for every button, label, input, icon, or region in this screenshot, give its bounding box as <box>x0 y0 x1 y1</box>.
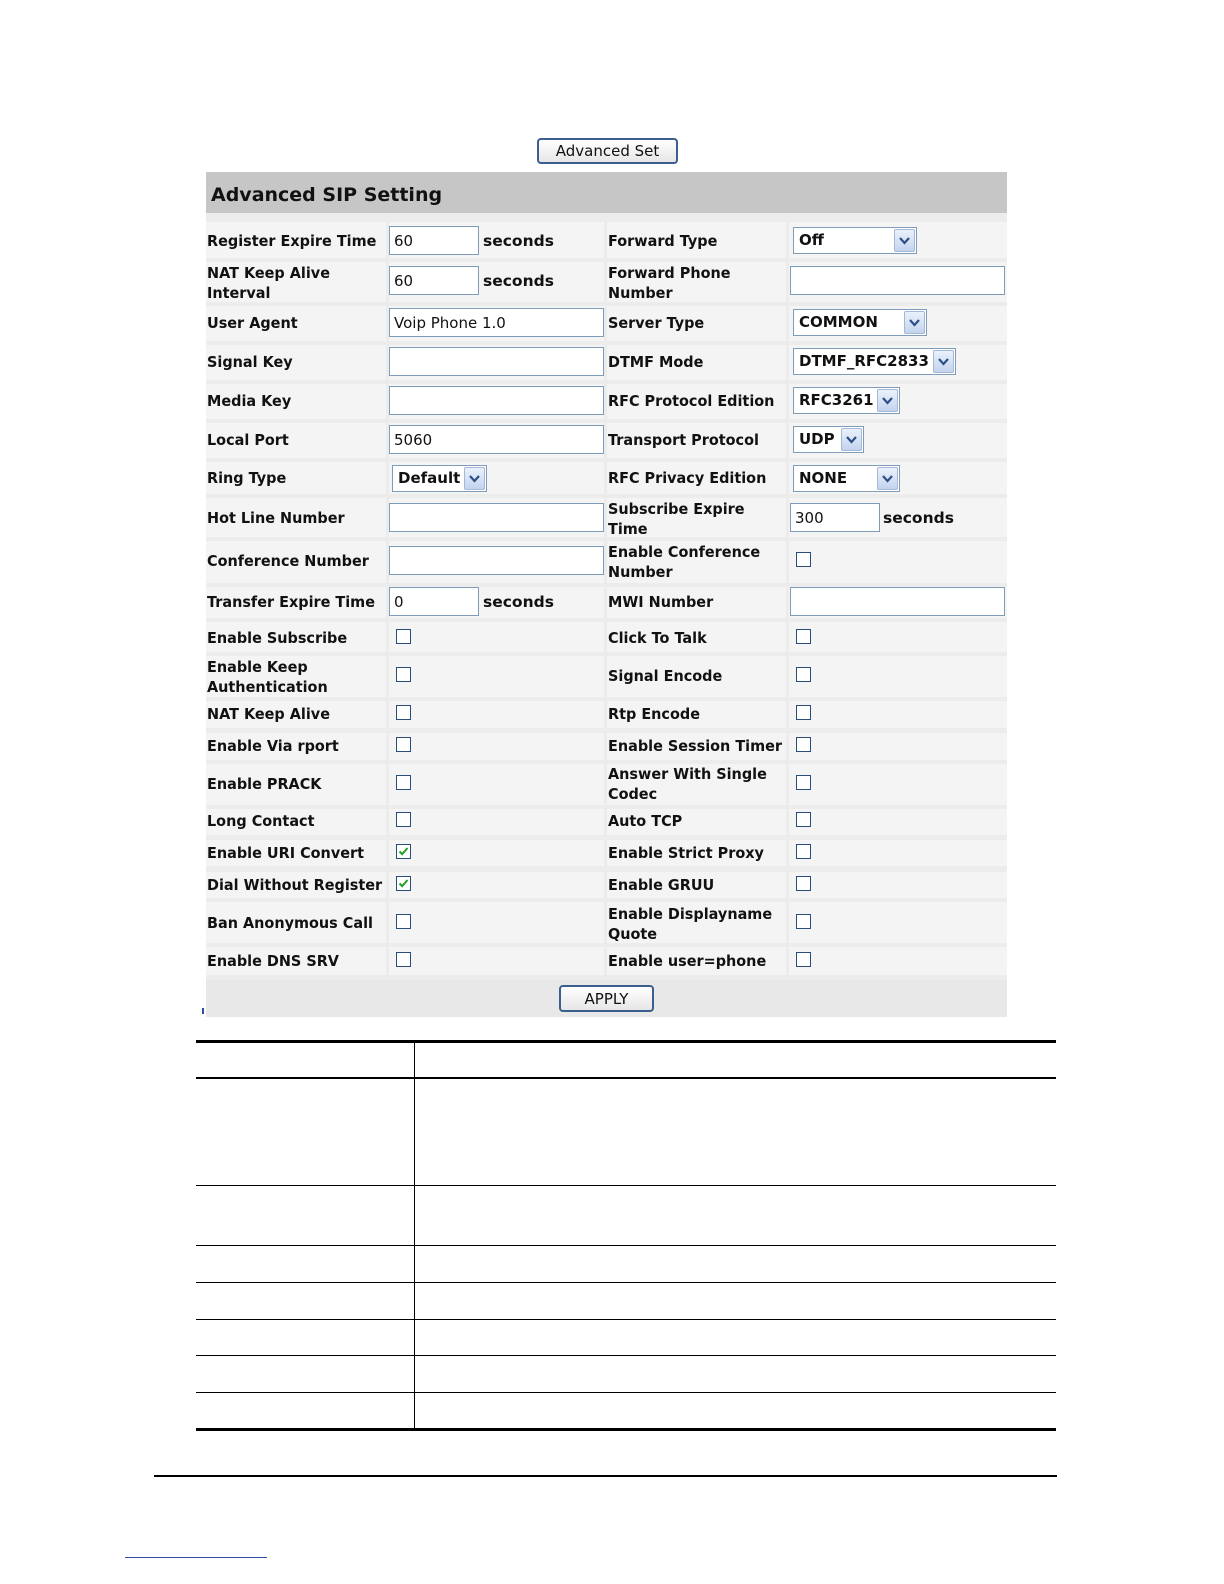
enable-prack-label: Enable PRACK <box>207 775 322 793</box>
form-cell <box>389 764 604 805</box>
table-column-divider <box>414 1040 415 1430</box>
table-row-divider <box>196 1245 1056 1246</box>
ban-anonymous-call-checkbox[interactable] <box>396 914 411 929</box>
local-port-label: Local Port <box>207 431 289 449</box>
nat-keep-alive-interval-label-line1: NAT Keep Alive <box>207 264 330 282</box>
click-to-talk-label: Click To Talk <box>608 629 707 647</box>
form-cell <box>789 733 1007 760</box>
mwi-number-label: MWI Number <box>608 593 714 611</box>
chevron-down-icon[interactable] <box>904 311 925 334</box>
signal-encode-checkbox[interactable] <box>796 667 811 682</box>
ring-type-value: Default <box>398 469 461 487</box>
auto-tcp-label: Auto TCP <box>608 812 683 830</box>
chevron-down-icon[interactable] <box>877 389 898 412</box>
transport-protocol-select[interactable] <box>793 426 864 453</box>
forward-phone-number-input[interactable] <box>790 266 1005 295</box>
enable-gruu-checkbox[interactable] <box>796 876 811 891</box>
forward-type-label: Forward Type <box>608 232 718 250</box>
chevron-down-icon[interactable] <box>933 350 954 373</box>
user-agent-label: User Agent <box>207 314 298 332</box>
ban-anonymous-call-label: Ban Anonymous Call <box>207 914 373 932</box>
media-key-input[interactable] <box>389 386 604 415</box>
rtp-encode-checkbox[interactable] <box>796 705 811 720</box>
answer-with-single-codec-checkbox[interactable] <box>796 775 811 790</box>
form-cell <box>389 733 604 760</box>
enable-keep-auth-label-line2: Authentication <box>207 678 328 696</box>
nat-keep-alive-interval-unit: seconds <box>483 272 554 290</box>
subscribe-expire-time-unit: seconds <box>883 509 954 527</box>
rfc-privacy-edition-value: NONE <box>799 469 848 487</box>
server-type-label: Server Type <box>608 314 705 332</box>
nat-keep-alive-interval-input[interactable] <box>389 266 479 295</box>
form-cell <box>789 947 1007 975</box>
chevron-down-icon[interactable] <box>841 428 862 451</box>
page-footer-rule <box>154 1475 1057 1477</box>
form-cell <box>789 840 1007 866</box>
click-to-talk-checkbox[interactable] <box>796 629 811 644</box>
advanced-set-button[interactable]: Advanced Set <box>537 138 678 164</box>
ring-type-label: Ring Type <box>207 469 287 487</box>
apply-button[interactable]: APPLY <box>559 985 654 1012</box>
transfer-expire-time-input[interactable] <box>389 587 479 616</box>
panel-title: Advanced SIP Setting <box>206 172 1007 213</box>
conference-number-input[interactable] <box>389 546 604 575</box>
signal-encode-label: Signal Encode <box>608 667 723 685</box>
form-cell <box>389 622 604 652</box>
subscribe-expire-time-input[interactable] <box>790 503 880 532</box>
dtmf-mode-select[interactable] <box>793 348 956 375</box>
signal-key-label: Signal Key <box>207 353 293 371</box>
forward-phone-number-label-line2: Number <box>608 284 673 302</box>
register-expire-time-unit: seconds <box>483 232 554 250</box>
table-row-divider <box>196 1392 1056 1393</box>
form-cell <box>389 701 604 728</box>
rfc-privacy-edition-select[interactable] <box>793 465 900 492</box>
enable-conference-number-label-line1: Enable Conference <box>608 543 761 561</box>
chevron-down-icon[interactable] <box>464 467 485 490</box>
form-cell <box>789 622 1007 652</box>
table-row-divider <box>196 1282 1056 1283</box>
ring-type-select[interactable] <box>392 465 487 492</box>
rfc-protocol-edition-value: RFC3261 <box>799 391 874 409</box>
form-cell <box>789 764 1007 805</box>
footer-link-underline <box>125 1557 267 1558</box>
dial-without-register-checkbox[interactable] <box>396 876 411 891</box>
transfer-expire-time-label: Transfer Expire Time <box>207 593 375 611</box>
conference-number-label: Conference Number <box>207 552 369 570</box>
enable-keep-auth-checkbox[interactable] <box>396 667 411 682</box>
nat-keep-alive-label: NAT Keep Alive <box>207 705 330 723</box>
dtmf-mode-label: DTMF Mode <box>608 353 704 371</box>
long-contact-label: Long Contact <box>207 812 315 830</box>
signal-key-input[interactable] <box>389 347 604 376</box>
table-bottom-border <box>196 1428 1056 1431</box>
rtp-encode-label: Rtp Encode <box>608 705 700 723</box>
enable-via-rport-checkbox[interactable] <box>396 737 411 752</box>
transport-protocol-label: Transport Protocol <box>608 431 759 449</box>
form-cell <box>389 656 604 697</box>
hot-line-number-label: Hot Line Number <box>207 509 345 527</box>
table-row-divider <box>196 1319 1056 1320</box>
forward-type-select[interactable] <box>793 227 917 254</box>
enable-user-phone-checkbox[interactable] <box>796 952 811 967</box>
nat-keep-alive-checkbox[interactable] <box>396 705 411 720</box>
answer-with-single-codec-label-line1: Answer With Single <box>608 765 767 783</box>
form-cell <box>389 809 604 835</box>
form-cell <box>389 840 604 866</box>
chevron-down-icon[interactable] <box>894 229 915 252</box>
enable-uri-convert-checkbox[interactable] <box>396 844 411 859</box>
form-cell <box>789 902 1007 943</box>
enable-prack-checkbox[interactable] <box>396 775 411 790</box>
enable-session-timer-checkbox[interactable] <box>796 737 811 752</box>
enable-via-rport-label: Enable Via rport <box>207 737 339 755</box>
forward-phone-number-label-line1: Forward Phone <box>608 264 731 282</box>
panel-marker <box>202 1008 204 1014</box>
register-expire-time-label: Register Expire Time <box>207 232 377 250</box>
enable-dns-srv-checkbox[interactable] <box>396 952 411 967</box>
enable-dns-srv-label: Enable DNS SRV <box>207 952 339 970</box>
form-cell <box>789 541 1007 583</box>
transport-protocol-value: UDP <box>799 430 835 448</box>
form-cell <box>789 872 1007 898</box>
rfc-protocol-edition-select[interactable] <box>793 387 900 414</box>
table-header-border <box>196 1077 1056 1079</box>
auto-tcp-checkbox[interactable] <box>796 812 811 827</box>
mwi-number-input[interactable] <box>790 587 1005 616</box>
subscribe-expire-time-label-line2: Time <box>608 520 648 538</box>
media-key-label: Media Key <box>207 392 292 410</box>
enable-conference-number-label-line2: Number <box>608 563 673 581</box>
enable-conference-number-checkbox[interactable] <box>796 552 811 567</box>
enable-user-phone-label: Enable user=phone <box>608 952 767 970</box>
answer-with-single-codec-label-line2: Codec <box>608 785 658 803</box>
form-cell <box>789 809 1007 835</box>
dtmf-mode-value: DTMF_RFC2833 <box>799 352 929 370</box>
checkmark-icon <box>397 877 410 890</box>
forward-type-value: Off <box>799 231 824 249</box>
enable-displayname-quote-checkbox[interactable] <box>796 914 811 929</box>
hot-line-number-input[interactable] <box>389 503 604 532</box>
form-cell <box>389 872 604 898</box>
chevron-down-icon[interactable] <box>877 467 898 490</box>
checkmark-icon <box>397 845 410 858</box>
transfer-expire-time-unit: seconds <box>483 593 554 611</box>
enable-strict-proxy-checkbox[interactable] <box>796 844 811 859</box>
nat-keep-alive-interval-label-line2: Interval <box>207 284 271 302</box>
enable-subscribe-checkbox[interactable] <box>396 629 411 644</box>
enable-strict-proxy-label: Enable Strict Proxy <box>608 844 764 862</box>
long-contact-checkbox[interactable] <box>396 812 411 827</box>
enable-displayname-quote-label-line1: Enable Displayname <box>608 905 773 923</box>
rfc-protocol-edition-label: RFC Protocol Edition <box>608 392 775 410</box>
subscribe-expire-time-label-line1: Subscribe Expire <box>608 500 745 518</box>
dial-without-register-label: Dial Without Register <box>207 876 383 894</box>
form-cell <box>789 701 1007 728</box>
table-row-divider <box>196 1185 1056 1186</box>
table-top-border <box>196 1040 1056 1043</box>
enable-keep-auth-label-line1: Enable Keep <box>207 658 308 676</box>
register-expire-time-input[interactable] <box>389 226 479 255</box>
rfc-privacy-edition-label: RFC Privacy Edition <box>608 469 767 487</box>
enable-uri-convert-label: Enable URI Convert <box>207 844 364 862</box>
server-type-value: COMMON <box>799 313 878 331</box>
server-type-select[interactable] <box>793 309 927 336</box>
enable-gruu-label: Enable GRUU <box>608 876 715 894</box>
user-agent-input[interactable] <box>389 308 604 337</box>
form-cell <box>389 902 604 943</box>
table-row-divider <box>196 1355 1056 1356</box>
enable-subscribe-label: Enable Subscribe <box>207 629 348 647</box>
enable-session-timer-label: Enable Session Timer <box>608 737 783 755</box>
form-cell <box>389 947 604 975</box>
enable-displayname-quote-label-line2: Quote <box>608 925 658 943</box>
local-port-input[interactable] <box>389 425 604 454</box>
form-cell <box>789 656 1007 697</box>
